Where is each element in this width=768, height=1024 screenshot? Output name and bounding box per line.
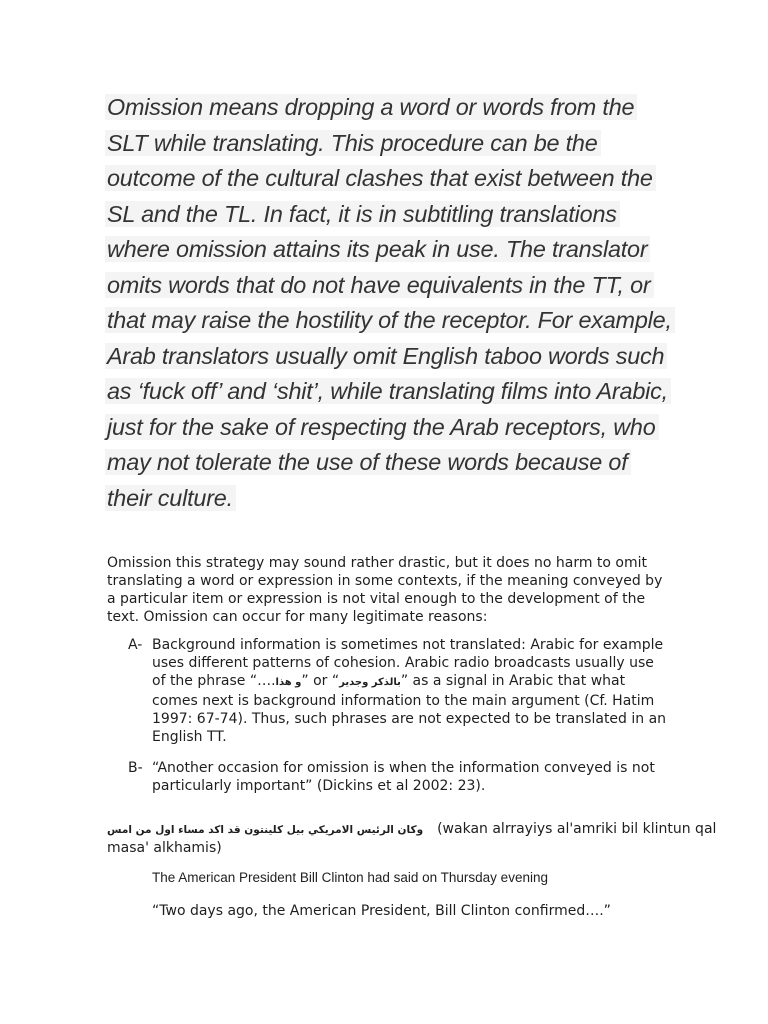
item-line: Background information is sometimes not translated: Arabic for example	[152, 637, 664, 653]
quote-line: omits words that do not have equivalents in the TT, or	[105, 272, 654, 298]
intro-paragraph	[107, 554, 667, 626]
idiomatic-translation: “Two days ago, the American President, Bill Clinton confirmed….”	[152, 903, 611, 919]
item-line: comes next is background information to the main argument (Cf. Hatim	[152, 693, 655, 709]
paragraph-line: text. Omission can occur for many legitimate reasons:	[107, 609, 488, 625]
quote-line: as ‘fuck off’ and ‘shit’, while translating films into Arabic,	[105, 378, 671, 404]
item-line: English TT.	[152, 729, 227, 745]
item-text-fragment: ” or “	[301, 673, 340, 689]
arabic-phrase: بالذكر وجدير	[339, 677, 401, 688]
paragraph-line: Omission this strategy may sound rather drastic, but it does no harm to omit	[107, 555, 648, 571]
item-line: uses different patterns of cohesion. Arabic radio broadcasts usually use	[152, 655, 654, 671]
paragraph-line: a particular item or expression is not vital enough to the development of the	[107, 591, 646, 607]
item-line: 1997: 67-74). Thus, such phrases are not expected to be translated in an	[152, 711, 667, 727]
list-item-text	[152, 636, 666, 746]
transliteration-continued: masa' alkhamis)	[107, 840, 222, 856]
quote-line: outcome of the cultural clashes that exist between the	[105, 165, 656, 191]
arabic-example-line	[107, 820, 717, 839]
quote-line: Omission means dropping a word or words from the	[105, 94, 637, 120]
list-marker: B-	[128, 760, 143, 776]
list-marker: A-	[128, 637, 143, 653]
quote-line: may not tolerate the use of these words because of	[105, 449, 631, 475]
literal-translation: The American President Bill Clinton had said on Thursday evening	[152, 870, 548, 885]
arabic-sentence: وكان الرئيس الامريكي بيل كلينتون قد اكد مساء اول من امس	[107, 824, 424, 836]
arabic-example	[107, 820, 717, 857]
quote-line: Arab translators usually omit English taboo words such	[105, 343, 667, 369]
italic-quote-block	[105, 90, 672, 516]
item-line	[152, 672, 666, 692]
transliteration: (wakan alrrayiys al'amriki bil klintun qal	[437, 821, 717, 837]
item-text-fragment: ” as a signal in Arabic that what	[400, 673, 626, 689]
item-text-fragment: of the phrase “….	[152, 673, 276, 689]
list-item-text	[152, 759, 655, 795]
item-line: “Another occasion for omission is when the information conveyed is not	[152, 760, 655, 776]
quote-line: SLT while translating. This procedure can be the	[105, 130, 601, 156]
quote-line: that may raise the hostility of the receptor. For example,	[105, 307, 675, 333]
paragraph-line: translating a word or expression in some contexts, if the meaning conveyed by	[107, 573, 663, 589]
quote-line: SL and the TL. In fact, it is in subtitling translations	[105, 201, 620, 227]
quote-line: just for the sake of respecting the Arab receptors, who	[105, 414, 659, 440]
arabic-phrase: و هذا	[275, 677, 302, 688]
quote-line: where omission attains its peak in use. The translator	[105, 236, 650, 262]
item-line: particularly important” (Dickins et al 2002: 23).	[152, 778, 486, 794]
quote-line: their culture.	[105, 485, 236, 511]
